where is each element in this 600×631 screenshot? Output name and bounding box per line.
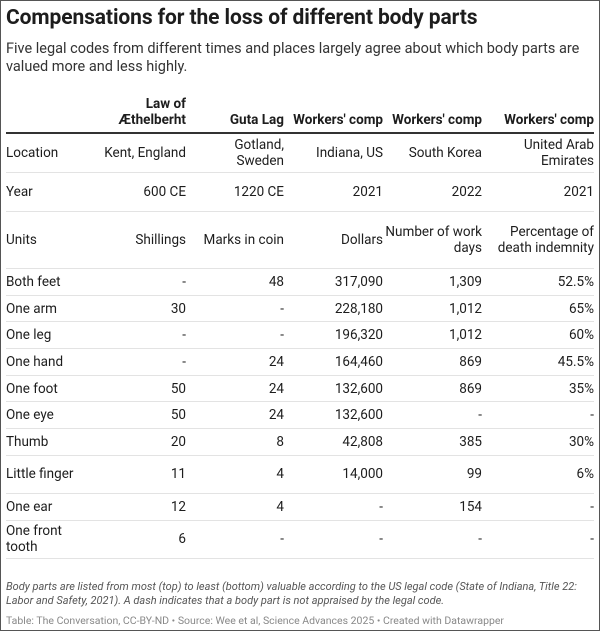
table-row xyxy=(6,520,594,558)
table-cell: 1,012 xyxy=(383,322,482,349)
table-cell: 4 xyxy=(186,493,284,520)
table-cell: - xyxy=(186,322,284,349)
table-cell: 132,600 xyxy=(284,402,383,429)
table-cell: 60% xyxy=(482,322,594,349)
table-row xyxy=(6,322,594,349)
table-cell: South Korea xyxy=(383,133,482,173)
table-cell: 600 CE xyxy=(86,173,186,212)
table-cell: 45.5% xyxy=(482,349,594,376)
table-cell: - xyxy=(284,520,383,558)
table-cell: 4 xyxy=(186,455,284,493)
row-label: One eye xyxy=(6,402,86,429)
table-cell: Marks in coin xyxy=(186,212,284,269)
table-cell: 11 xyxy=(86,455,186,493)
table-cell: 24 xyxy=(186,402,284,429)
table-cell: Percentage of death indemnity xyxy=(482,212,594,269)
table-cell: - xyxy=(86,269,186,296)
row-label: One foot xyxy=(6,375,86,402)
table-cell: 228,180 xyxy=(284,295,383,322)
table-row xyxy=(6,375,594,402)
table-row xyxy=(6,429,594,456)
header-cell: Workers' comp xyxy=(284,90,383,133)
chart-notes: Body parts are listed from most (top) to least (bottom) valuable according to the US legal code (State of Indiana, Title 22: Labor and Safety, 2021). A dash indicates that a body part is not appraised by the legal code. xyxy=(6,580,577,607)
table-cell: 12 xyxy=(86,493,186,520)
table-cell: - xyxy=(383,520,482,558)
table-cell: Gotland, Sweden xyxy=(186,133,284,173)
compensation-table xyxy=(6,90,594,559)
table-cell: 24 xyxy=(186,349,284,376)
table-cell: 6% xyxy=(482,455,594,493)
table-cell: 164,460 xyxy=(284,349,383,376)
table-cell: - xyxy=(482,493,594,520)
table-cell: 52.5% xyxy=(482,269,594,296)
table-cell: Number of work days xyxy=(383,212,482,269)
table-cell: 385 xyxy=(383,429,482,456)
row-label: Year xyxy=(6,173,86,212)
table-cell: - xyxy=(482,402,594,429)
table-cell: 6 xyxy=(86,520,186,558)
table-cell: 20 xyxy=(86,429,186,456)
table-cell: 30% xyxy=(482,429,594,456)
table-cell: - xyxy=(383,402,482,429)
header-cell: Workers' comp xyxy=(383,90,482,133)
table-row xyxy=(6,269,594,296)
table-cell: 14,000 xyxy=(284,455,383,493)
table-row xyxy=(6,173,594,212)
table-cell: 24 xyxy=(186,375,284,402)
chart-title: Compensations for the loss of different body parts xyxy=(6,6,478,30)
table-row xyxy=(6,295,594,322)
table-cell: 2022 xyxy=(383,173,482,212)
header-cell xyxy=(6,90,86,133)
table-cell: Shillings xyxy=(86,212,186,269)
row-label: Location xyxy=(6,133,86,173)
table-cell: 48 xyxy=(186,269,284,296)
table-cell: 99 xyxy=(383,455,482,493)
table-cell: - xyxy=(284,493,383,520)
chart-subtitle: Five legal codes from different times and places largely agree about which body parts are valued more and less highly. xyxy=(6,40,580,75)
header-cell: Workers' comp xyxy=(482,90,594,133)
table-header-row xyxy=(6,90,594,133)
table-row xyxy=(6,133,594,173)
table-cell: 65% xyxy=(482,295,594,322)
table-cell: 35% xyxy=(482,375,594,402)
row-label: Both feet xyxy=(6,269,86,296)
table-cell: - xyxy=(186,520,284,558)
row-label: One hand xyxy=(6,349,86,376)
table-cell: 42,808 xyxy=(284,429,383,456)
table-cell: - xyxy=(86,322,186,349)
table-cell: - xyxy=(86,349,186,376)
table-cell: 30 xyxy=(86,295,186,322)
table-cell: 1220 CE xyxy=(186,173,284,212)
table-cell: - xyxy=(482,520,594,558)
row-label: One ear xyxy=(6,493,86,520)
table-cell: 869 xyxy=(383,349,482,376)
table-cell: 8 xyxy=(186,429,284,456)
row-label: Thumb xyxy=(6,429,86,456)
table-row xyxy=(6,212,594,269)
table-cell: Indiana, US xyxy=(284,133,383,173)
header-cell: Law of Æthelberht xyxy=(86,90,186,133)
table-row xyxy=(6,493,594,520)
table-cell: 1,012 xyxy=(383,295,482,322)
row-label: One front tooth xyxy=(6,520,86,558)
table-row xyxy=(6,455,594,493)
table-cell: - xyxy=(186,295,284,322)
table-cell: 50 xyxy=(86,375,186,402)
table-cell: Kent, England xyxy=(86,133,186,173)
table-cell: 50 xyxy=(86,402,186,429)
table-cell: 2021 xyxy=(284,173,383,212)
table-cell: 1,309 xyxy=(383,269,482,296)
table-cell: 869 xyxy=(383,375,482,402)
table-cell: 154 xyxy=(383,493,482,520)
row-label: One leg xyxy=(6,322,86,349)
table-row xyxy=(6,402,594,429)
chart-footer: Table: The Conversation, CC-BY-ND • Source: Wee et al, Science Advances 2025 • Created with Datawrapper xyxy=(6,614,504,627)
row-label: Little finger xyxy=(6,455,86,493)
table-cell: United Arab Emirates xyxy=(482,133,594,173)
table-cell: 2021 xyxy=(482,173,594,212)
table-cell: 132,600 xyxy=(284,375,383,402)
header-cell: Guta Lag xyxy=(186,90,284,133)
table-cell: Dollars xyxy=(284,212,383,269)
row-label: Units xyxy=(6,212,86,269)
row-label: One arm xyxy=(6,295,86,322)
table-cell: 196,320 xyxy=(284,322,383,349)
table-row xyxy=(6,349,594,376)
table-cell: 317,090 xyxy=(284,269,383,296)
